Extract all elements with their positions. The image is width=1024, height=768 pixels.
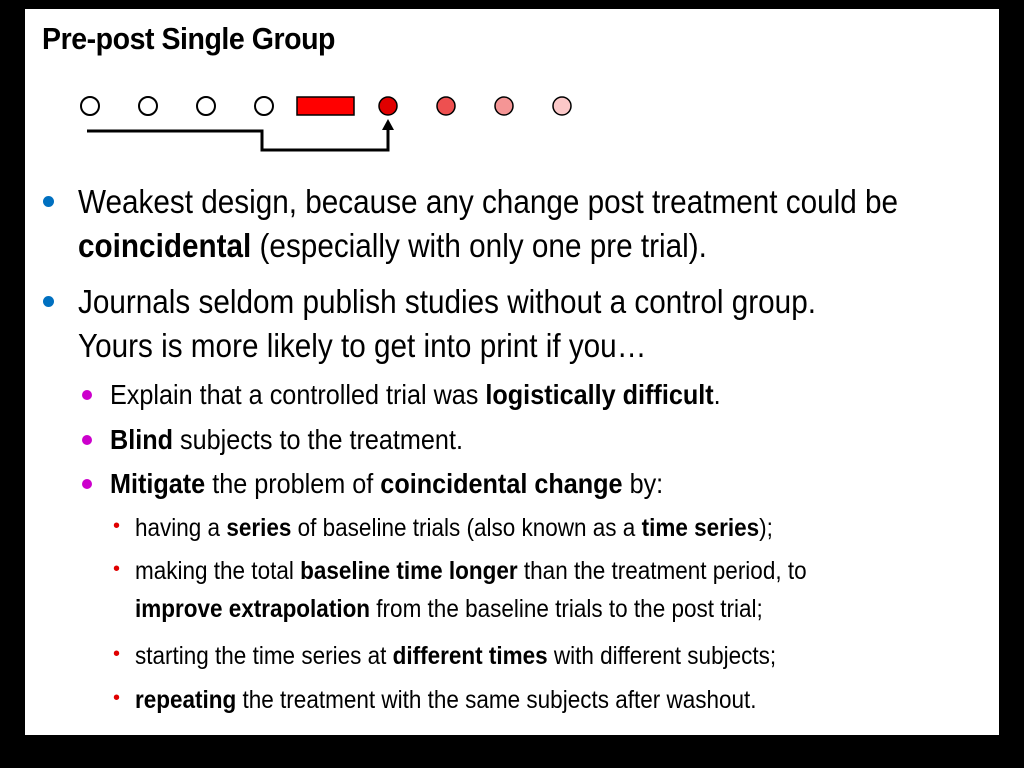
emphasis-text: improve extrapolation xyxy=(135,595,371,623)
bullet-text xyxy=(135,552,807,590)
bullet-dot-icon xyxy=(43,296,54,307)
bullet-line xyxy=(78,224,989,268)
bullet-dot-icon xyxy=(82,435,92,445)
emphasis-text: repeating xyxy=(135,686,237,714)
text-run: by: xyxy=(622,468,664,499)
bullet-dot-icon xyxy=(82,479,92,489)
bullet-text xyxy=(135,509,773,547)
text-run: (especially with only one pre trial). xyxy=(251,227,707,264)
bullet-line xyxy=(78,324,898,368)
slide xyxy=(25,9,999,735)
pre-trial-circle-icon xyxy=(197,97,215,115)
post-trial-circle-icon xyxy=(379,97,397,115)
bullet-line xyxy=(135,552,881,590)
text-run: Journals seldom publish studies without a control group. xyxy=(78,283,816,320)
bullet-text xyxy=(78,324,646,368)
emphasis-text: logistically difficult xyxy=(485,379,714,410)
bullet-text xyxy=(110,464,663,504)
bullet-dot-icon xyxy=(43,196,54,207)
emphasis-text: coincidental change xyxy=(380,468,623,499)
bullet-level-2 xyxy=(110,375,788,415)
text-run: with different subjects; xyxy=(547,642,777,670)
text-run: Explain that a controlled trial was xyxy=(110,379,486,410)
bullet-line xyxy=(135,590,881,628)
slide-title: Pre-post Single Group xyxy=(42,21,335,56)
text-run: starting the time series at xyxy=(135,642,393,670)
bullet-line xyxy=(78,280,898,324)
bullet-text xyxy=(135,590,763,628)
text-run: than the treatment period, to xyxy=(517,557,807,585)
post-trial-circle-icon xyxy=(437,97,455,115)
bullet-line xyxy=(110,464,725,504)
text-run: the treatment with the same subjects after washout. xyxy=(236,686,757,714)
text-run: ); xyxy=(759,514,773,542)
bullet-text xyxy=(78,180,898,224)
emphasis-text: series xyxy=(226,514,292,542)
comparison-connector xyxy=(87,127,388,150)
text-run: of baseline trials (also known as a xyxy=(291,514,642,542)
bullet-line xyxy=(110,375,788,415)
bullet-text xyxy=(110,375,721,415)
bullet-dot-icon xyxy=(82,390,92,400)
bullet-level-2 xyxy=(110,464,725,504)
post-trial-circle-icon xyxy=(495,97,513,115)
bullet-level-3 xyxy=(113,552,881,628)
post-trial-circle-icon xyxy=(553,97,571,115)
bullet-level-3 xyxy=(113,681,826,719)
bullet-text xyxy=(135,681,757,719)
emphasis-text: baseline time longer xyxy=(300,557,518,585)
emphasis-text: Blind xyxy=(110,424,173,455)
text-run: having a xyxy=(135,514,227,542)
pre-post-diagram xyxy=(25,9,999,169)
bullet-text xyxy=(135,637,776,675)
bullet-text xyxy=(78,280,816,324)
bullet-text xyxy=(78,224,707,268)
bullet-text xyxy=(110,420,463,460)
bullet-line xyxy=(135,637,847,675)
emphasis-text: different times xyxy=(392,642,548,670)
bullet-line xyxy=(78,180,989,224)
text-run: Weakest design, because any change post treatment could be xyxy=(78,183,899,220)
bullet-level-1 xyxy=(78,280,898,368)
pre-trial-circle-icon xyxy=(81,97,99,115)
bullet-line xyxy=(135,509,844,547)
bullet-level-3 xyxy=(113,637,847,675)
text-run: Yours is more likely to get into print if you… xyxy=(78,327,647,364)
pre-trial-circle-icon xyxy=(255,97,273,115)
emphasis-text: coincidental xyxy=(78,227,252,264)
pre-trial-circle-icon xyxy=(139,97,157,115)
text-run: making the total xyxy=(135,557,301,585)
text-run: subjects to the treatment. xyxy=(173,424,463,455)
bullet-level-3 xyxy=(113,509,844,547)
bullet-level-2 xyxy=(110,420,502,460)
text-run: from the baseline trials to the post trial; xyxy=(370,595,763,623)
bullet-mark-icon: • xyxy=(113,515,121,537)
emphasis-text: time series xyxy=(641,514,760,542)
arrow-up-icon xyxy=(382,119,394,130)
bullet-line xyxy=(135,681,826,719)
bullet-line xyxy=(110,420,502,460)
treatment-bar xyxy=(297,97,354,115)
emphasis-text: Mitigate xyxy=(110,468,206,499)
bullet-mark-icon: • xyxy=(113,687,121,709)
bullet-mark-icon: • xyxy=(113,558,121,580)
bullet-mark-icon: • xyxy=(113,643,121,665)
text-run: the problem of xyxy=(205,468,381,499)
bullet-level-1 xyxy=(78,180,989,268)
text-run: . xyxy=(713,379,721,410)
